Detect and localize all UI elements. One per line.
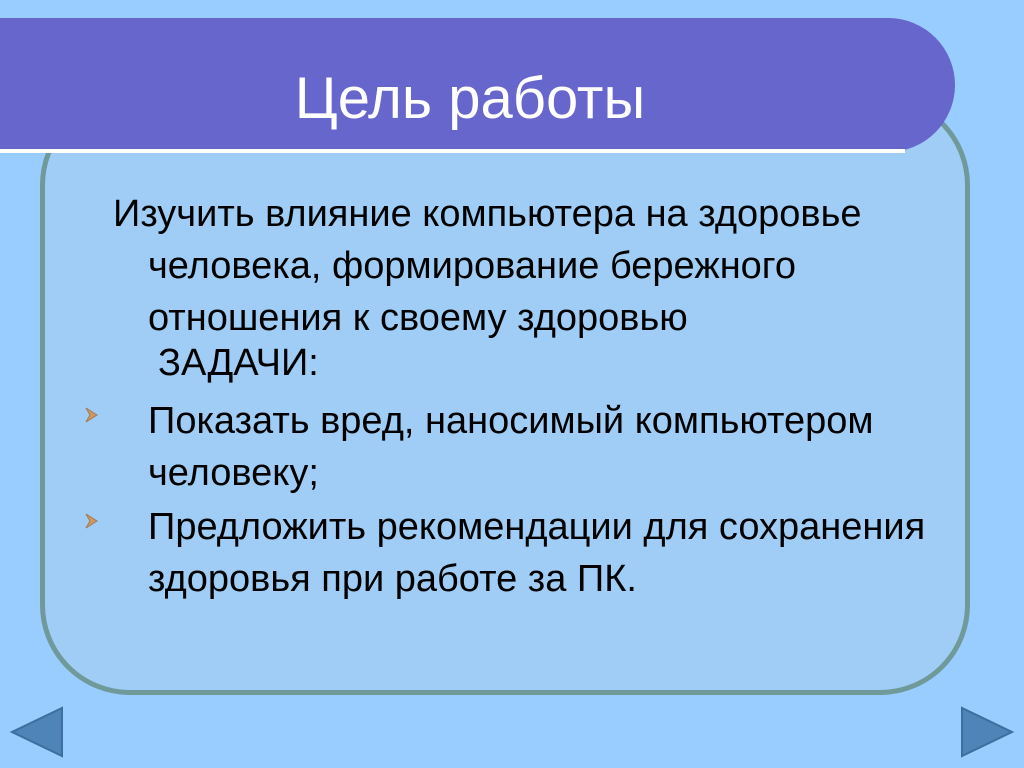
chevron-bullet-icon [80, 403, 104, 427]
slide-title: Цель работы [294, 66, 646, 131]
previous-slide-button[interactable] [8, 704, 66, 760]
triangle-right-icon [962, 708, 1012, 756]
triangle-left-icon [12, 708, 62, 756]
goal-text: Изучить влияние компьютера на здоровье человека, формирование бережного отношения к своему здоровью [113, 193, 862, 339]
tasks-heading: ЗАДАЧИ: [158, 342, 319, 384]
title-underline [0, 149, 905, 153]
title-bar [0, 18, 955, 152]
chevron-bullet-icon [80, 509, 104, 533]
task-bullet-text: Показать вред, наносимый компьютером человеку; [148, 400, 874, 494]
next-slide-button[interactable] [958, 704, 1016, 760]
task-bullet-text: Предложить рекомендации для сохранения здоровья при работе за ПК. [148, 506, 926, 600]
